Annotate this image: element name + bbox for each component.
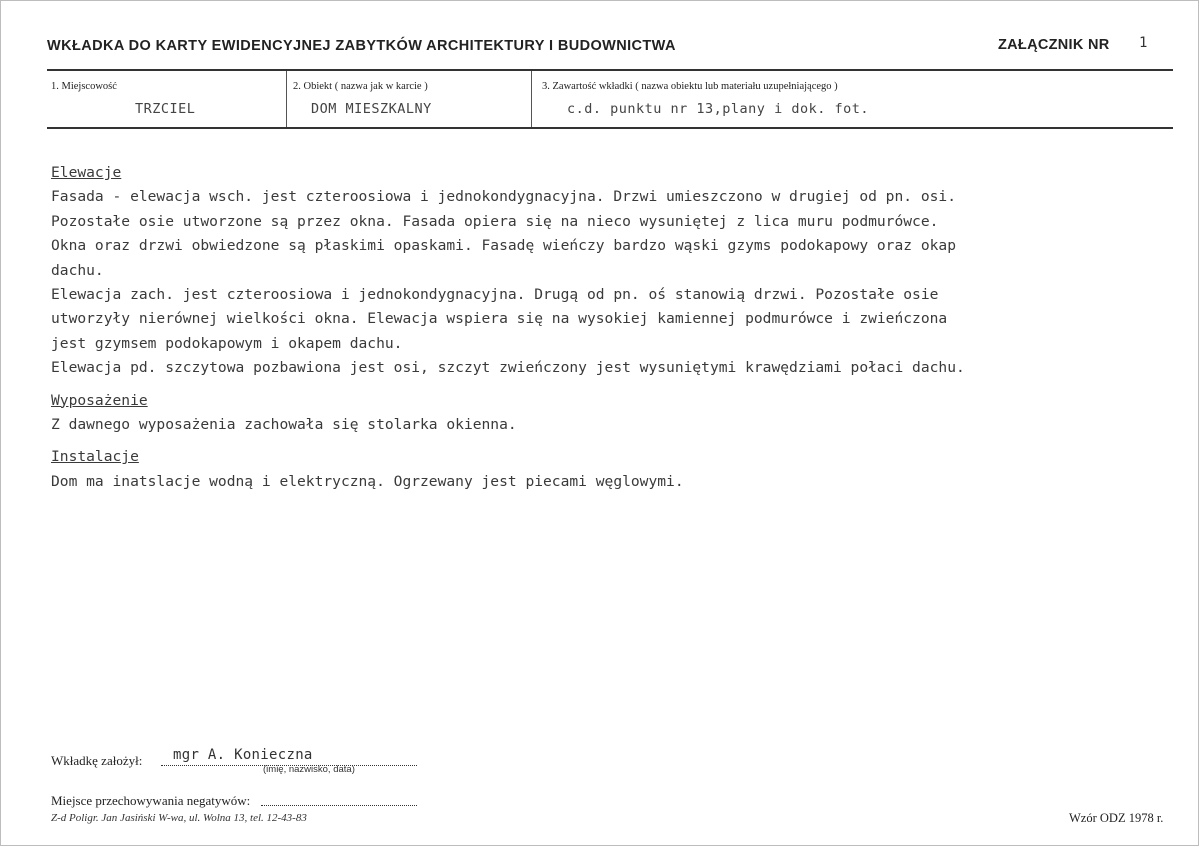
created-by-hint: (imię, nazwisko, data) bbox=[263, 764, 355, 775]
section-heading-equipment: Wyposażenie bbox=[51, 391, 148, 409]
field-divider bbox=[286, 71, 287, 127]
field-divider bbox=[531, 71, 532, 127]
body-line: Elewacja pd. szczytowa pozbawiona jest osi, szczyt zwieńczony jest wysuniętymi krawędziami połaci dachu. bbox=[51, 359, 965, 377]
content-value: c.d. punktu nr 13,plany i dok. fot. bbox=[567, 101, 869, 117]
section-gap bbox=[51, 381, 1161, 389]
created-by-value: mgr A. Konieczna bbox=[173, 747, 313, 763]
body-line: Z dawnego wyposażenia zachowała się stolarka okienna. bbox=[51, 415, 517, 433]
body-line: dachu. bbox=[51, 261, 104, 279]
section-gap bbox=[51, 437, 1161, 445]
content-label: 3. Zawartość wkładki ( nazwa obiektu lub materiału uzupełniającego ) bbox=[542, 81, 838, 92]
body-line: Okna oraz drzwi obwiedzone są płaskimi opaskami. Fasadę wieńczy bardzo wąski gzyms podokapowy oraz okap bbox=[51, 237, 956, 255]
object-value: DOM MIESZKALNY bbox=[311, 101, 432, 117]
body-line: Fasada - elewacja wsch. jest czteroosiowa i jednokondygnacyjna. Drzwi umieszczono w drugiej od pn. osi. bbox=[51, 188, 956, 206]
body-line: Elewacja zach. jest czteroosiowa i jednokondygnacyjna. Drugą od pn. oś stanowią drzwi. Pozostałe osie bbox=[51, 285, 939, 303]
body-line: jest gzymsem podokapowym i okapem dachu. bbox=[51, 334, 403, 352]
form-model: Wzór ODZ 1978 r. bbox=[1069, 811, 1164, 825]
section-heading-elevations: Elewacje bbox=[51, 164, 122, 181]
header-bottom-rule bbox=[47, 127, 1173, 129]
place-value: TRZCIEL bbox=[135, 101, 196, 117]
printer-imprint: Z-d Poligr. Jan Jasiński W-wa, ul. Wolna 13, tel. 12-43-83 bbox=[51, 812, 307, 824]
annex-number: 1 bbox=[1139, 35, 1148, 51]
object-label: 2. Obiekt ( nazwa jak w karcie ) bbox=[293, 81, 428, 92]
created-by-label: Wkładkę założył: bbox=[51, 753, 143, 768]
form-title: WKŁADKA DO KARTY EWIDENCYJNEJ ZABYTKÓW ARCHITEKTURY I BUDOWNICTWA bbox=[47, 38, 676, 54]
negatives-dotted-line bbox=[261, 805, 417, 806]
place-label: 1. Miejscowość bbox=[51, 81, 117, 92]
negatives-location-label: Miejsce przechowywania negatywów: bbox=[51, 793, 251, 808]
annex-label: ZAŁĄCZNIK NR bbox=[998, 37, 1110, 53]
record-body bbox=[51, 161, 1161, 494]
body-line: Dom ma inatslacje wodną i elektryczną. Ogrzewany jest piecami węglowymi. bbox=[51, 472, 684, 490]
header-top-rule bbox=[47, 69, 1173, 71]
section-heading-installations: Instalacje bbox=[51, 448, 139, 466]
body-line: Pozostałe osie utworzone są przez okna. Fasada opiera się na nieco wysuniętej z lica muru podmurówce. bbox=[51, 212, 939, 230]
body-line: utworzyły nierównej wielkości okna. Elewacja wspiera się na wysokiej kamiennej podmurówce i zwieńczona bbox=[51, 310, 948, 328]
